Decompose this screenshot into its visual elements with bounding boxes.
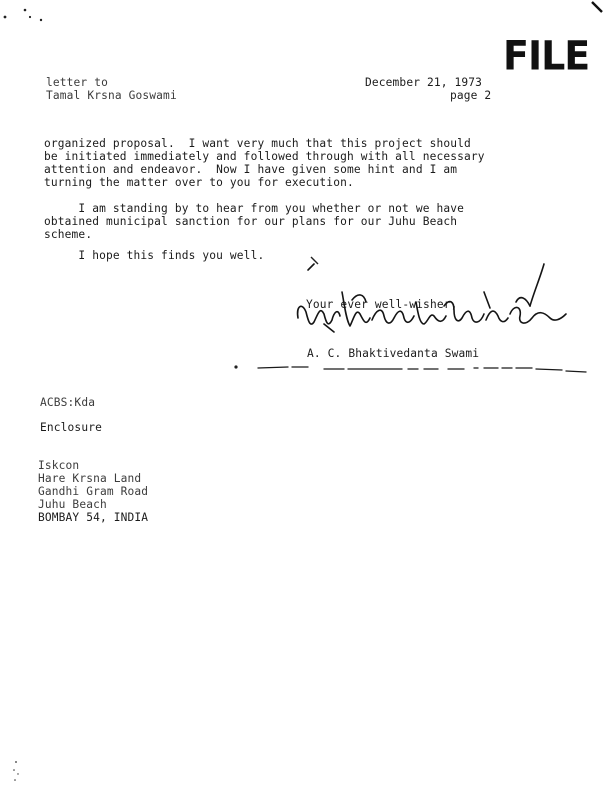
body-line: organized proposal. I want very much that this project should (44, 137, 471, 150)
signatory-name: A. C. Bhaktivedanta Swami (307, 347, 480, 360)
body-line: turning the matter over to you for execution. (44, 176, 354, 189)
corner-tick-mark (588, 0, 608, 16)
body-line: I hope this finds you well. (44, 249, 265, 262)
body-line: scheme. (44, 228, 93, 241)
enclosure-label: Enclosure (40, 421, 102, 434)
file-stamp (503, 32, 590, 80)
address-line: Juhu Beach (38, 498, 107, 511)
scan-speck-marks (0, 0, 60, 30)
body-line: obtained municipal sanction for our plans for our Juhu Beach (44, 215, 458, 228)
page-number: page 2 (450, 89, 492, 102)
reference-initials: ACBS:Kda (40, 396, 96, 409)
address-line: Gandhi Gram Road (38, 485, 149, 498)
body-line: be initiated immediately and followed through with all necessary (44, 150, 485, 163)
address-line: Hare Krsna Land (38, 472, 142, 485)
scan-speck-marks (8, 758, 28, 784)
body-line: attention and endeavor. Now I have given some hint and I am (44, 163, 458, 176)
signature-tick-mark (308, 255, 322, 267)
handwritten-signature (294, 262, 574, 352)
address-line: Iskcon (38, 459, 80, 472)
closing-salutation: Your ever well-wisher, (306, 298, 458, 311)
letter-date: December 21, 1973 (365, 76, 483, 89)
letter-to-label: letter to (46, 76, 108, 89)
body-line: I am standing by to hear from you whether or not we have (44, 202, 465, 215)
address-line: BOMBAY 54, INDIA (38, 511, 149, 524)
file-stamp-label: FILE (503, 32, 590, 80)
recipient-name: Tamal Krsna Goswami (46, 89, 177, 102)
signature-underline (252, 360, 592, 374)
margin-dot-mark (233, 364, 239, 370)
